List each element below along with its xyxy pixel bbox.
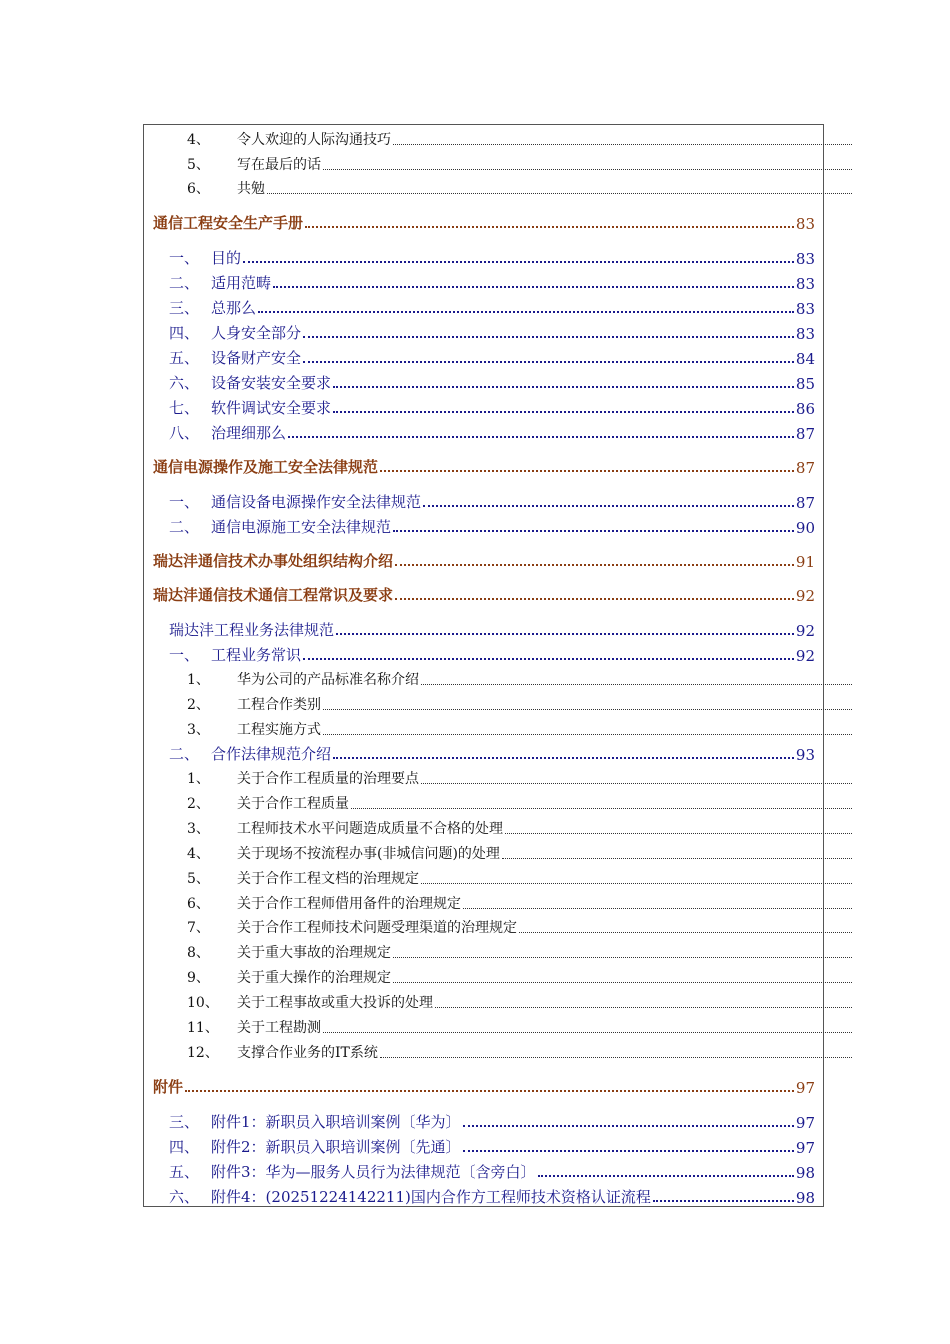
toc-entry[interactable]: 1、 关于合作工程质量的治理要点 (153, 766, 854, 788)
dot-leader (421, 882, 852, 884)
dot-leader (395, 563, 794, 566)
dot-leader (393, 529, 794, 532)
toc-section-heading[interactable]: 瑞达沣通信技术办事处组织结构介绍 91 (153, 552, 815, 571)
dot-leader (323, 733, 852, 735)
dot-leader (303, 657, 794, 660)
toc-entry[interactable]: 7、 关于合作工程师技术问题受理渠道的治理规定 (153, 915, 854, 937)
toc-entry[interactable]: 六、 附件4：(20251224142211)国内合作方工程师技术资格认证流程 98 (169, 1188, 815, 1207)
dot-leader (258, 310, 794, 313)
dot-leader (336, 632, 794, 635)
dot-leader (303, 360, 794, 363)
dot-leader (395, 597, 794, 600)
toc-section-heading[interactable]: 通信电源操作及施工安全法律规范 87 (153, 458, 815, 477)
dot-leader (435, 1006, 852, 1008)
toc-entry[interactable]: 12、 支撑合作业务的IT系统 (153, 1040, 854, 1062)
dot-leader (273, 285, 794, 288)
toc-entry[interactable]: 5、 写在最后的话 (153, 152, 854, 174)
dot-leader (323, 1031, 852, 1033)
dot-leader (653, 1199, 794, 1202)
toc-entry[interactable]: 4、 令人欢迎的人际沟通技巧 (153, 127, 854, 149)
toc-entry[interactable]: 四、 附件2：新职员入职培训案例〔先通〕 97 (169, 1138, 815, 1157)
toc-entry[interactable]: 四、 人身安全部分 83 (169, 324, 815, 343)
dot-leader (305, 225, 794, 228)
toc-entry[interactable]: 2、 关于合作工程质量 (153, 791, 854, 813)
dot-leader (538, 1174, 794, 1177)
dot-leader (323, 708, 852, 710)
toc-entry[interactable]: 8、 关于重大事故的治理规定 (153, 940, 854, 962)
dot-leader (333, 756, 794, 759)
dot-leader (333, 410, 794, 413)
toc-entry[interactable]: 六、 设备安装安全要求 85 (169, 374, 815, 393)
toc-entry[interactable]: 五、 设备财产安全 84 (169, 349, 815, 368)
toc-entry[interactable]: 一、 通信设备电源操作安全法律规范 87 (169, 493, 815, 512)
dot-leader (463, 907, 852, 909)
toc-entry[interactable]: 二、 合作法律规范介绍 93 (169, 745, 815, 764)
toc-entry[interactable]: 5、 关于合作工程文档的治理规定 (153, 866, 854, 888)
dot-leader (380, 469, 794, 472)
toc-section-heading[interactable]: 附件 97 (153, 1078, 815, 1097)
toc-section-heading[interactable]: 通信工程安全生产手册 83 (153, 214, 815, 233)
dot-leader (185, 1089, 794, 1092)
dot-leader (519, 931, 852, 933)
dot-leader (463, 1149, 794, 1152)
toc-entry[interactable]: 二、 适用范畴 83 (169, 274, 815, 293)
dot-leader (421, 782, 852, 784)
toc-entry[interactable]: 八、 治理细那么 87 (169, 424, 815, 443)
dot-leader (393, 143, 852, 145)
toc-entry[interactable]: 6、 共勉 (153, 176, 854, 198)
toc-entry[interactable]: 9、 关于重大操作的治理规定 (153, 965, 854, 987)
toc-entry[interactable]: 三、 附件1：新职员入职培训案例〔华为〕 97 (169, 1113, 815, 1132)
toc-entry[interactable]: 三、 总那么 83 (169, 299, 815, 318)
toc-entry[interactable]: 10、 关于工程事故或重大投诉的处理 (153, 990, 854, 1012)
dot-leader (421, 683, 852, 685)
toc-entry[interactable]: 七、 软件调试安全要求 86 (169, 399, 815, 418)
toc-entry[interactable]: 3、 工程师技术水平问题造成质量不合格的处理 (153, 816, 854, 838)
toc-entry[interactable]: 1、 华为公司的产品标准名称介绍 (153, 667, 854, 689)
dot-leader (463, 1124, 794, 1127)
toc-entry[interactable]: 瑞达沣工程业务法律规范 92 (169, 621, 815, 640)
toc-entry[interactable]: 二、 通信电源施工安全法律规范 90 (169, 518, 815, 537)
toc-section-heading[interactable]: 瑞达沣通信技术通信工程常识及要求 92 (153, 586, 815, 605)
dot-leader (288, 435, 794, 438)
dot-leader (323, 168, 852, 170)
dot-leader (243, 260, 794, 263)
dot-leader (333, 385, 794, 388)
toc-entry[interactable]: 6、 关于合作工程师借用备件的治理规定 (153, 891, 854, 913)
dot-leader (505, 832, 852, 834)
dot-leader (351, 807, 852, 809)
toc-entry[interactable]: 3、 工程实施方式 (153, 717, 854, 739)
dot-leader (303, 335, 794, 338)
dot-leader (267, 192, 852, 194)
toc-entry[interactable]: 一、 工程业务常识 92 (169, 646, 815, 665)
dot-leader (423, 504, 794, 507)
toc-entry[interactable]: 2、 工程合作类别 (153, 692, 854, 714)
toc-entry[interactable]: 4、 关于现场不按流程办事(非城信问题)的处理 (153, 841, 854, 863)
dot-leader (393, 981, 852, 983)
toc-entry[interactable]: 一、 目的 83 (169, 249, 815, 268)
dot-leader (393, 956, 852, 958)
dot-leader (380, 1056, 852, 1058)
toc-entry[interactable]: 11、 关于工程勘测 (153, 1015, 854, 1037)
toc-entry[interactable]: 五、 附件3：华为—服务人员行为法律规范〔含旁白〕 98 (169, 1163, 815, 1182)
dot-leader (502, 857, 852, 859)
